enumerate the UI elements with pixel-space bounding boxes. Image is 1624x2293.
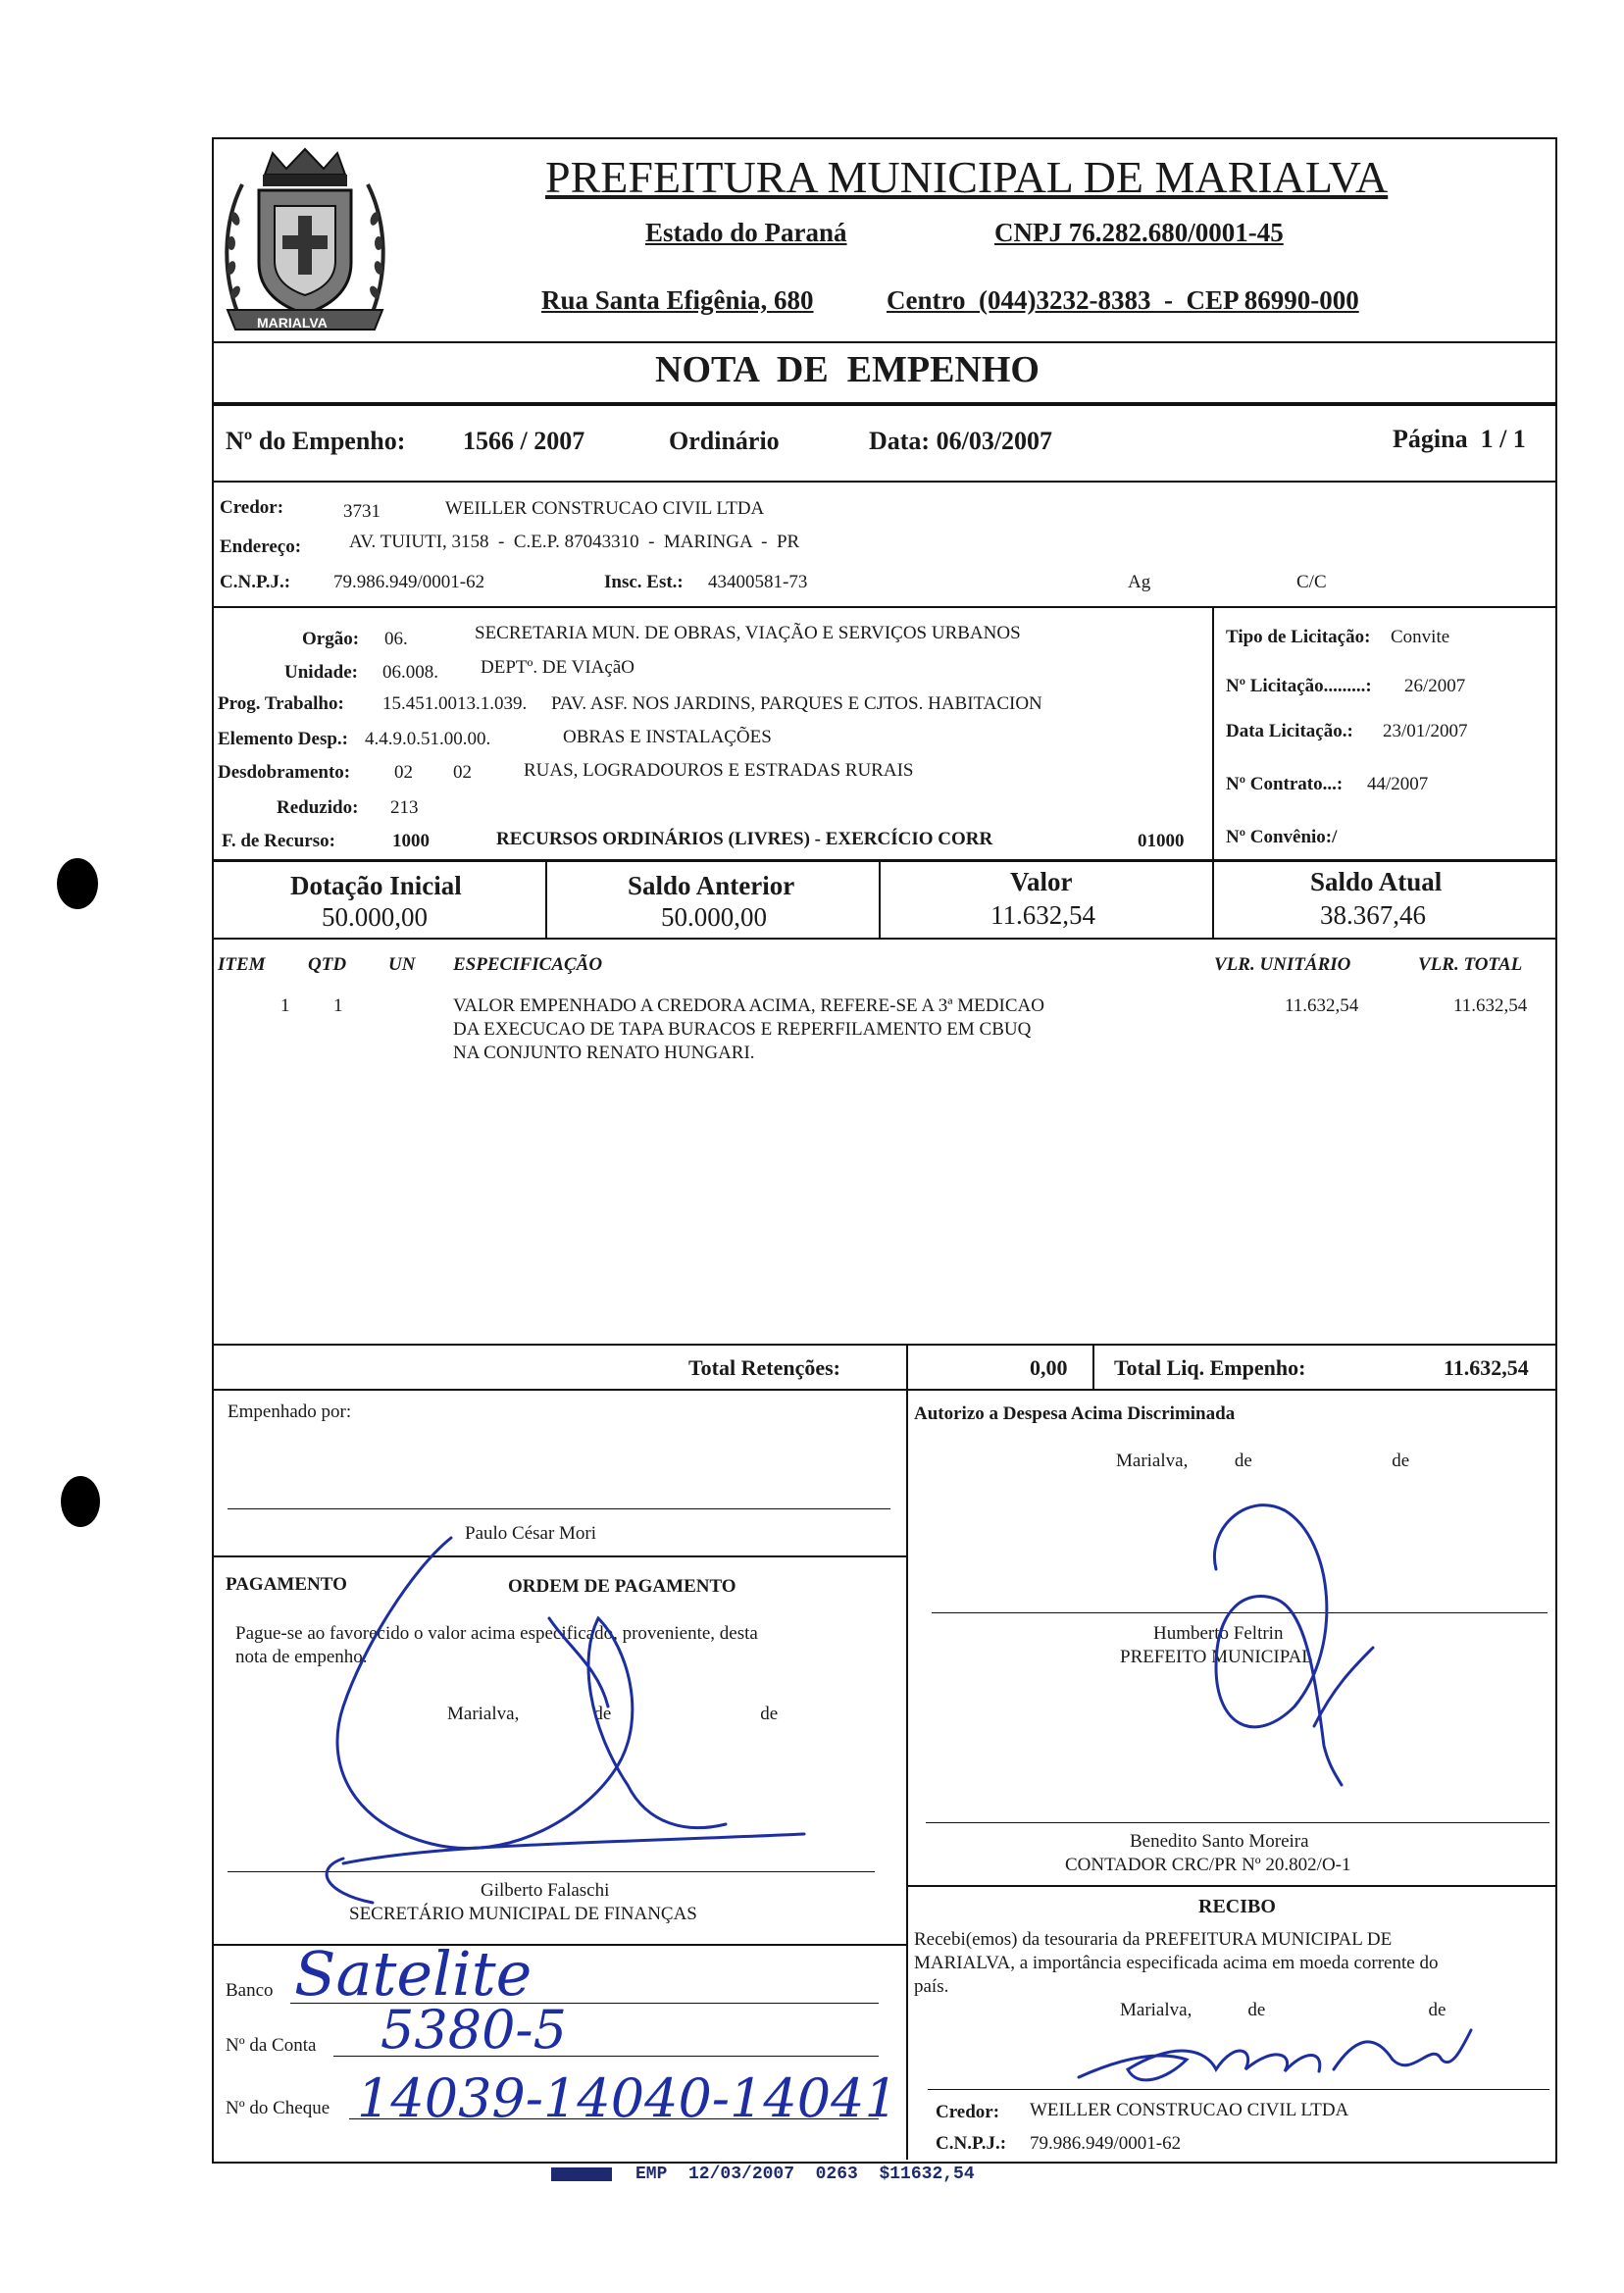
benedito-signatory: Benedito Santo Moreira <box>1130 1831 1309 1852</box>
reduzido-value: 213 <box>390 797 419 818</box>
licitacao-number-value: 26/2007 <box>1404 676 1466 696</box>
unidade-label: Unidade: <box>284 662 358 683</box>
elemento-name: OBRAS E INSTALAÇÕES <box>563 727 772 747</box>
desdobramento-label: Desdobramento: <box>218 762 351 783</box>
empenhado-por-label: Empenhado por: <box>228 1401 352 1422</box>
prefeito-title: PREFEITO MUNICIPAL <box>1120 1647 1313 1667</box>
unidade-code: 06.008. <box>382 662 438 683</box>
cheque-label: Nº do Cheque <box>226 2098 330 2118</box>
contrato-label: Nº Contrato...: <box>1226 774 1344 794</box>
recibo-title: RECIBO <box>1198 1896 1276 1917</box>
banco-handwritten: Satelite <box>294 1938 533 2010</box>
bank-stamp-mark <box>551 2167 612 2181</box>
contador-title: CONTADOR CRC/PR Nº 20.802/O-1 <box>1065 1855 1351 1875</box>
licitacao-type-label: Tipo de Licitação: <box>1226 627 1371 647</box>
address-label: Rua Santa Efigênia, 680 <box>541 285 814 315</box>
municipality-title: PREFEITURA MUNICIPAL DE MARIALVA <box>545 152 1389 202</box>
prog-label: Prog. Trabalho: <box>218 693 344 714</box>
gilberto-signatory: Gilberto Falaschi <box>481 1880 610 1901</box>
pagamento-text-line-1: Pague-se ao favorecido o valor acima especificado, proveniente, desta <box>235 1623 758 1644</box>
saldo-atual-label: Saldo Atual <box>1310 867 1443 896</box>
desdobramento-name: RUAS, LOGRADOUROS E ESTRADAS RURAIS <box>524 760 914 781</box>
reduzido-label: Reduzido: <box>277 797 359 818</box>
banco-label: Banco <box>226 1980 274 2001</box>
insc-value: 43400581-73 <box>708 572 808 592</box>
recibo-credor-label: Credor: <box>936 2102 1000 2122</box>
page-number: Página 1 / 1 <box>1393 425 1526 453</box>
document-title: NOTA DE EMPENHO <box>655 349 1040 390</box>
item-spec-line-2: DA EXECUCAO DE TAPA BURACOS E REPERFILAMENTO EM CBUQ <box>453 1019 1032 1040</box>
prog-code: 15.451.0013.1.039. <box>382 693 528 714</box>
licitacao-date-label: Data Licitação.: <box>1226 721 1353 741</box>
bank-stamp: EMP 12/03/2007 0263 $11632,54 <box>635 2165 975 2184</box>
desdobramento-code-2: 02 <box>453 762 472 783</box>
elemento-label: Elemento Desp.: <box>218 729 348 749</box>
col-qtd-header: QTD <box>308 954 347 975</box>
humberto-signatory: Humberto Feltrin <box>1153 1623 1284 1644</box>
pagamento-date: Marialva, de de <box>447 1704 779 1724</box>
licitacao-date-value: 23/01/2007 <box>1383 721 1468 741</box>
empenho-number: 1566 / 2007 <box>463 427 585 455</box>
recurso-code-2: 01000 <box>1138 831 1185 851</box>
contrato-value: 44/2007 <box>1367 774 1429 794</box>
item-qtd: 1 <box>333 995 343 1016</box>
dotacao-value: 50.000,00 <box>322 902 428 932</box>
secretario-title: SECRETÁRIO MUNICIPAL DE FINANÇAS <box>349 1904 697 1924</box>
pagamento-label: PAGAMENTO <box>226 1574 347 1595</box>
valor-value: 11.632,54 <box>990 900 1095 930</box>
total-liq-label: Total Liq. Empenho: <box>1114 1355 1306 1380</box>
total-liq-value: 11.632,54 <box>1444 1355 1529 1380</box>
orgao-code: 06. <box>384 629 408 649</box>
saldo-anterior-label: Saldo Anterior <box>628 871 795 900</box>
convenio-label: Nº Convênio:/ <box>1226 827 1338 847</box>
recibo-credor: WEILLER CONSTRUCAO CIVIL LTDA <box>1030 2100 1349 2120</box>
item-spec-line-1: VALOR EMPENHADO A CREDORA ACIMA, REFERE-SE A 3ª MEDICAO <box>453 995 1044 1016</box>
recibo-text-line-1: Recebi(emos) da tesouraria da PREFEITURA MUNICIPAL DE <box>914 1929 1393 1950</box>
state-label: Estado do Paraná <box>645 218 847 247</box>
ag-label: Ag <box>1128 572 1151 592</box>
desdobramento-code-1: 02 <box>394 762 413 783</box>
item-spec-line-3: NA CONJUNTO RENATO HUNGARI. <box>453 1043 755 1063</box>
contact-label: Centro (044)3232-8383 - CEP 86990-000 <box>887 285 1359 315</box>
col-total-header: VLR. TOTAL <box>1418 954 1523 975</box>
credor-label: Credor: <box>220 497 284 518</box>
recurso-code: 1000 <box>392 831 430 851</box>
recurso-name: RECURSOS ORDINÁRIOS (LIVRES) - EXERCÍCIO CORR <box>496 829 993 849</box>
retencoes-label: Total Retenções: <box>688 1355 840 1380</box>
empenho-number-label: Nº do Empenho: <box>226 427 406 455</box>
recibo-cnpj-label: C.N.P.J.: <box>936 2133 1007 2154</box>
autorizo-date: Marialva, de de <box>1116 1451 1410 1471</box>
recurso-label: F. de Recurso: <box>222 831 335 851</box>
saldo-anterior-value: 50.000,00 <box>661 902 767 932</box>
item-unit-value: 11.632,54 <box>1285 995 1359 1016</box>
empenho-type: Ordinário <box>669 427 780 455</box>
insc-label: Insc. Est.: <box>604 572 684 592</box>
item-total-value: 11.632,54 <box>1453 995 1528 1016</box>
col-spec-header: ESPECIFICAÇÃO <box>453 954 603 975</box>
conta-label: Nº da Conta <box>226 2035 317 2056</box>
item-number: 1 <box>280 995 290 1016</box>
recibo-text-line-2: MARIALVA, a importância especificada acima em moeda corrente do <box>914 1953 1439 1973</box>
coat-of-arms-ribbon-text: MARIALVA <box>257 315 328 331</box>
credor-name: WEILLER CONSTRUCAO CIVIL LTDA <box>445 498 765 519</box>
recibo-text-line-3: país. <box>914 1976 949 1997</box>
pagamento-text-line-2: nota de empenho. <box>235 1647 368 1667</box>
cc-label: C/C <box>1296 572 1327 592</box>
paulo-signatory: Paulo César Mori <box>465 1523 597 1544</box>
recibo-date: Marialva, de de <box>1120 2000 1446 2020</box>
cheque-handwritten: 14039-14040-14041 <box>357 2067 898 2129</box>
credor-code: 3731 <box>343 501 381 522</box>
unidade-name: DEPTº. DE VIAçãO <box>481 657 634 678</box>
licitacao-number-label: Nº Licitação.........: <box>1226 676 1372 696</box>
cnpj-label: CNPJ 76.282.680/0001-45 <box>994 218 1284 247</box>
ordem-pagamento-label: ORDEM DE PAGAMENTO <box>508 1576 736 1597</box>
orgao-label: Orgão: <box>302 629 360 649</box>
empenho-date: Data: 06/03/2007 <box>869 427 1053 455</box>
address-field-label: Endereço: <box>220 536 302 557</box>
dotacao-label: Dotação Inicial <box>290 871 462 900</box>
col-unit-header: VLR. UNITÁRIO <box>1214 954 1351 975</box>
saldo-atual-value: 38.367,46 <box>1320 900 1426 930</box>
valor-label: Valor <box>1010 867 1073 896</box>
credor-cnpj-label: C.N.P.J.: <box>220 572 291 592</box>
credor-cnpj: 79.986.949/0001-62 <box>333 572 485 592</box>
col-un-header: UN <box>388 954 416 975</box>
col-item-header: ITEM <box>218 954 266 975</box>
conta-handwritten: 5380-5 <box>381 1999 568 2061</box>
prog-name: PAV. ASF. NOS JARDINS, PARQUES E CJTOS. HABITACION <box>551 693 1042 714</box>
licitacao-type-value: Convite <box>1391 627 1450 647</box>
orgao-name: SECRETARIA MUN. DE OBRAS, VIAÇÃO E SERVIÇOS URBANOS <box>475 623 1021 643</box>
credor-address: AV. TUIUTI, 3158 - C.E.P. 87043310 - MARINGA - PR <box>349 532 800 552</box>
autorizo-label: Autorizo a Despesa Acima Discriminada <box>914 1403 1236 1424</box>
recibo-cnpj: 79.986.949/0001-62 <box>1030 2133 1182 2154</box>
retencoes-value: 0,00 <box>1030 1355 1068 1380</box>
elemento-code: 4.4.9.0.51.00.00. <box>365 729 491 749</box>
